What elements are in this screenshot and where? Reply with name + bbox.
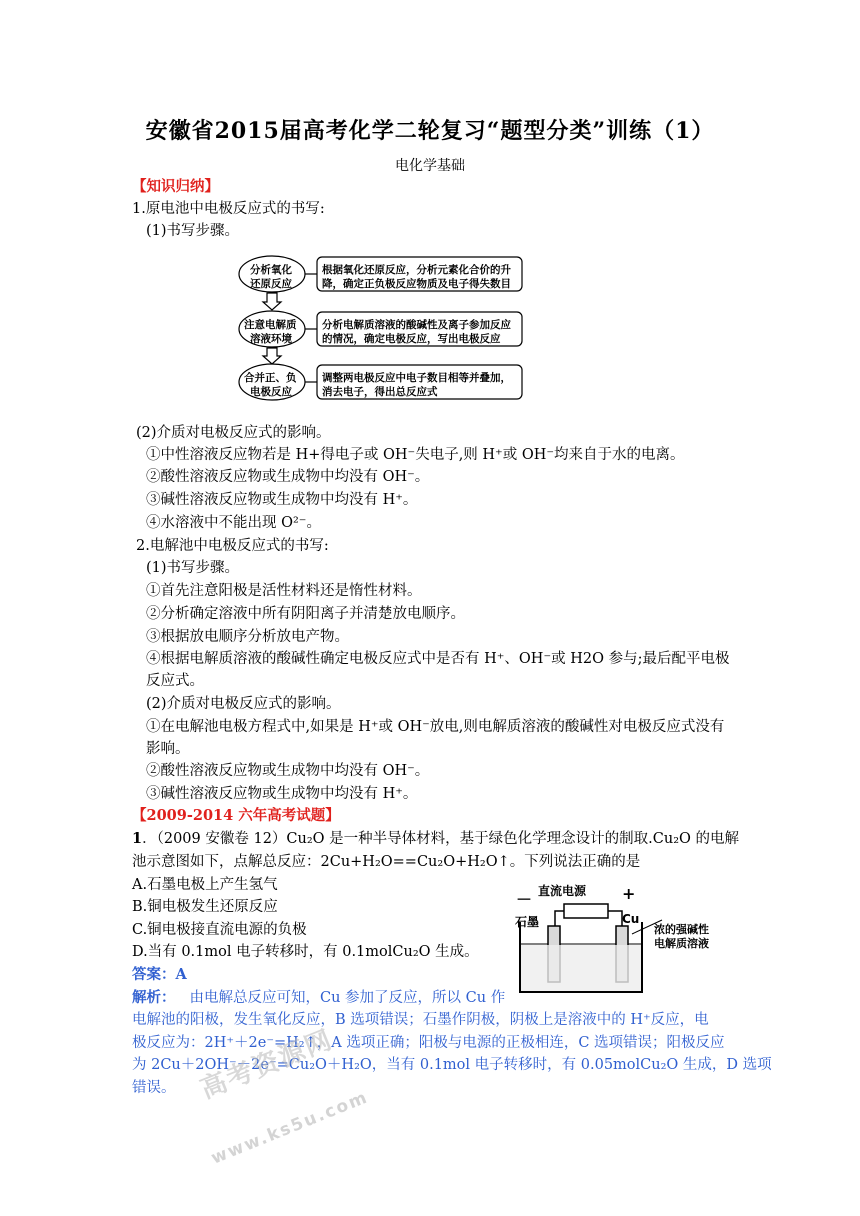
watermark-cn: 高考资源网 [196,1024,338,1105]
section-1-medium-title: (2)介质对电极反应式的影响。 [136,425,331,441]
flow-step-3-line1: 合并正、负 [244,372,297,384]
electrolysis-step-2: ②分析确定溶液中所有阴阳离子并清楚放电顺序。 [146,606,465,622]
medium-item-2: ②酸性溶液反应物或生成物中均没有 OH⁻。 [146,469,430,485]
medium-item-3: ③碱性溶液反应物或生成物中均没有 H⁺。 [146,492,418,508]
page-subtitle: 电化学基础 [395,158,465,174]
section-2-medium-title: (2)介质对电极反应式的影响。 [146,696,341,712]
plus-sign: + [622,884,636,903]
section-1-heading: 1.原电池中电极反应式的书写: [132,201,325,217]
analysis-line-1 [132,987,505,1009]
electrolysis-step-1: ①首先注意阳极是活性材料还是惰性材料。 [146,583,422,599]
option-d: D.当有 0.1mol 电子转移时，有 0.1molCu₂O 生成。 [132,944,479,960]
section-1-step-title: (1)书写步骤。 [146,223,240,239]
solution-label-line2: 电解质溶液 [654,937,709,950]
electrolysis-medium-1-line1: ①在电解池电极方程式中,如果是 H⁺或 OH⁻放电,则电解质溶液的酸碱性对电极反应式没有 [146,719,725,735]
flow-arrow-1 [263,293,281,310]
flow-desc-1-line1: 根据氧化还原反应，分析元素化合价的升 [322,264,511,276]
minus-sign: － [516,890,533,909]
option-a: A.石墨电极上产生氢气 [132,877,278,893]
section-2-step-title: (1)书写步骤。 [146,560,240,576]
question-line-1 [132,828,739,850]
answer: 答案：A [132,966,187,983]
copper-label: Cu [622,912,640,926]
electrolysis-step-3: ③根据放电顺序分析放电产物。 [146,629,349,645]
flow-desc-3-line1: 调整两电极反应中电子数目相等并叠加， [322,372,511,384]
electrolysis-medium-3: ③碱性溶液反应物或生成物中均没有 H⁺。 [146,786,418,802]
electrolysis-medium-1-line2: 影响。 [146,741,190,757]
power-source-label: 直流电源 [538,884,587,898]
electrolysis-step-4-line1: ④根据电解质溶液的酸碱性确定电极反应式中是否有 H⁺、OH⁻或 H2O 参与;最后配平电极 [146,651,730,667]
option-b: B.铜电极发生还原反应 [132,899,278,915]
flow-step-3-line2: 电极反应 [250,386,292,398]
solution-label-line1: 浓的强碱性 [654,923,709,936]
option-c: C.铜电极接直流电源的负极 [132,922,307,938]
flow-step-2-line1: 注意电解质 [244,319,297,331]
medium-item-1: ①中性溶液反应物若是 H+得电子或 OH⁻失电子,则 H⁺或 OH⁻均来自于水的电离。 [146,447,685,463]
analysis-line-2: 电解池的阳极，发生氧化反应，B 选项错误；石墨作阴极，阴极上是溶液中的 H⁺反应，电 [132,1012,709,1028]
exam-heading: 【2009-2014 六年高考试题】 [132,807,340,824]
medium-item-4: ④水溶液中不能出现 O²⁻。 [146,515,321,531]
flow-desc-2-line1: 分析电解质溶液的酸碱性及离子参加反应 [322,319,511,331]
question-line-2: 池示意图如下，点解总反应：2Cu+H₂O==Cu₂O+H₂O↑。下列说法正确的是 [132,854,641,870]
question-number: 1 [132,830,143,847]
page-title: 安徽省2015届高考化学二轮复习“题型分类”训练（1） [145,118,715,144]
flow-step-1-line2: 还原反应 [250,278,292,290]
electrolysis-medium-2: ②酸性溶液反应物或生成物中均没有 OH⁻。 [146,763,430,779]
flow-desc-2-line2: 的情况，确定电极反应，写出电极反应 [322,333,501,345]
flow-step-1-line1: 分析氧化 [250,264,292,276]
watermark-url: www.ks5u.com [208,1087,372,1169]
analysis-text-1: 由电解总反应可知，Cu 参加了反应，所以 Cu 作 [189,990,506,1006]
analysis-line-5: 错误。 [132,1080,176,1096]
graphite-label: 石墨 [515,915,540,929]
flow-desc-1-line2: 降，确定正负极反应物质及电子得失数目 [322,278,511,290]
section-2-heading: 2.电解池中电极反应式的书写: [136,538,329,554]
knowledge-heading: 【知识归纳】 [132,178,219,195]
analysis-label: 解析： [132,989,176,1006]
flow-step-2-line2: 溶液环境 [250,333,292,345]
power-source-box [564,904,608,918]
flow-desc-3-line2: 消去电子，得出总反应式 [322,386,438,398]
analysis-line-4: 为 2Cu＋2OH⁻－2e⁻=Cu₂O＋H₂O，当有 0.1mol 电子转移时，有 0.05molCu₂O 生成，D 选项 [132,1057,772,1073]
flow-arrow-2 [263,348,281,364]
question-text-1: ．（2009 安徽卷 12）Cu₂O 是一种半导体材料，基于绿色化学理念设计的制取.Cu₂O 的电解 [142,831,740,847]
analysis-line-3: 极反应为：2H⁺＋2e⁻=H₂↑，A 选项正确；阳极与电源的正极相连，C 选项错误；阳极反应 [132,1035,725,1051]
electrolysis-step-4-line2: 反应式。 [146,673,204,689]
